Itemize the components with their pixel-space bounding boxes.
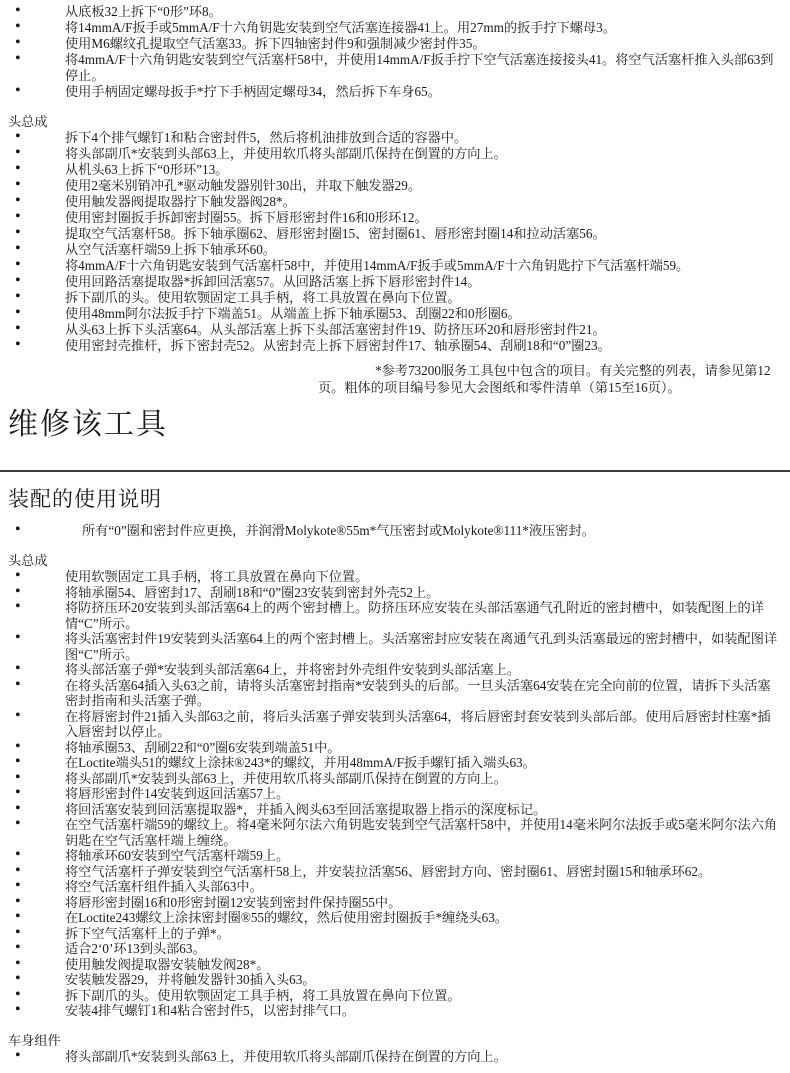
section-divider — [0, 470, 790, 472]
instruction-item: • 从底板32上拆下“0形”环8。 — [8, 4, 780, 20]
instruction-item: • 从头63上拆下头活塞64。从头部活塞上拆下头部活塞密封件19、防挤压环20和唇形密封件21。 — [8, 322, 780, 338]
instruction-item: • 拆下副爪的头。使用软颚固定工具手柄，将工具放置在鼻向下位置。 — [8, 988, 780, 1004]
instruction-item: • 提取空气活塞杆58。拆下轴承圈62、唇形密封圈15、密封圈61、唇形密封圈14和拉动活塞56。 — [8, 226, 780, 242]
instruction-item: • 适合2‘0’环13到头部63。 — [8, 941, 780, 957]
disassembly-intro-list — [8, 4, 780, 100]
instruction-item: • 在Loctite端头51的螺纹上涂抹®243*的螺纹，并用48mmA/F扳手螺钉插入端头63。 — [8, 755, 780, 771]
instruction-item: • 在Loctite243螺纹上涂抹密封圈®55的螺纹，然后使用密封圈扳手*缠绕头63。 — [8, 910, 780, 926]
instruction-item: • 将空气活塞杆子弹安装到空气活塞杆58上，并安装拉活塞56、唇密封方向、密封圈61、唇密封圈15和轴承环62。 — [8, 864, 780, 880]
instruction-item: • 将回活塞安装到回活塞提取器*，并插入阀头63至回活塞提取器上指示的深度标记。 — [8, 802, 780, 818]
instruction-item: • 将头部副爪*安装到头部63上，并使用软爪将头部副爪保持在倒置的方向上。 — [8, 1049, 780, 1065]
instruction-item: • 将4mmA/F十六角钥匙安装到空气活塞杆58中，并使用14mmA/F扳手拧下空气活塞连接接头41。将空气活塞杆推入头部63到停止。 — [8, 52, 780, 84]
instruction-item: • 拆下副爪的头。使用软颚固定工具手柄，将工具放置在鼻向下位置。 — [8, 290, 780, 306]
instruction-item: • 使用M6螺纹孔提取空气活塞33。拆下四轴密封件9和强制减少密封件35。 — [8, 36, 780, 52]
head-disassembly-list — [8, 130, 780, 354]
instruction-item: • 从空气活塞杆端59上拆下轴承环60。 — [8, 242, 780, 258]
instruction-item: • 拆下4个排气螺钉1和粘合密封件5，然后将机油排放到合适的容器中。 — [8, 130, 780, 146]
instruction-item: • 在将头活塞64插入头63之前，请将头活塞密封指南*安装到头的后部。一旦头活塞64安装在完全向前的位置，请拆下头活塞密封指南和头活塞子弹。 — [8, 678, 780, 709]
instruction-item: • 安装4排气螺钉1和4粘合密封件5，以密封排气口。 — [8, 1003, 780, 1019]
instruction-item: • 将头活塞密封件19安装到头活塞64上的两个密封槽上。头活塞密封应安装在离通气孔到头活塞最远的密封槽中，如装配图详图“C”所示。 — [8, 631, 780, 662]
instruction-item: • 在空气活塞杆端59的螺纹上。将4毫米阿尔法六角钥匙安装到空气活塞杆58中，并使用14毫米阿尔法扳手或5毫米阿尔法六角钥匙在空气活塞杆端上缠绕。 — [8, 817, 780, 848]
instruction-item: • 将唇形密封圈16和0形密封圈12安装到密封件保持圈55中。 — [8, 895, 780, 911]
instruction-item: • 将空气活塞杆组件插入头部63中。 — [8, 879, 780, 895]
instruction-item: • 从机头63上拆下“0形环”13。 — [8, 162, 780, 178]
instruction-item: • 使用手柄固定螺母扳手*拧下手柄固定螺母34，然后拆下车身65。 — [8, 84, 780, 100]
instruction-item: • 将4mmA/F十六角钥匙安装到气活塞杆58中，并使用14mmA/F扳手或5mmA/F十六角钥匙拧下气活塞杆端59。 — [8, 258, 780, 274]
instruction-item: • 所有“0”圈和密封件应更换，并润滑Molykote®55m*气压密封或Molykote®111*液压密封。 — [8, 523, 780, 539]
instruction-item: • 使用回路活塞提取器*拆卸回活塞57。从回路活塞上拆下唇形密封件14。 — [8, 274, 780, 290]
instruction-item: • 将唇形密封件14安装到返回活塞57上。 — [8, 786, 780, 802]
assembly-general-list — [8, 523, 780, 539]
instruction-item: • 将轴承圈54、唇密封17、刮刷18和“0”圈23安装到密封外壳52上。 — [8, 585, 780, 601]
instruction-item: • 使用48mm阿尔法扳手拧下端盖51。从端盖上拆下轴承圈53、刮圈22和0形圈6。 — [8, 306, 780, 322]
instruction-item: • 使用触发阀提取器安装触发阀28*。 — [8, 957, 780, 973]
instruction-item: • 使用2毫米别销冲孔*驱动触发器别针30出，并取下触发器29。 — [8, 178, 780, 194]
section-label-head-assembly: 头总成 — [8, 114, 48, 129]
instruction-item: • 将头部副爪*安装到头部63上，并使用软爪将头部副爪保持在倒置的方向上。 — [8, 771, 780, 787]
instruction-item: • 将轴承环60安装到空气活塞杆端59上。 — [8, 848, 780, 864]
section-label-body-assembly: 车身组件 — [8, 1032, 61, 1048]
instruction-item: • 使用软颚固定工具手柄，将工具放置在鼻向下位置。 — [8, 569, 780, 585]
head-assembly-list — [8, 569, 780, 1019]
instruction-item: • 安装触发器29，并将触发器针30插入头63。 — [8, 972, 780, 988]
footnote: *参考73200服务工具包中包含的项目。有关完整的列表，请参见第12页。粗体的项目编号参见大会图纸和零件清单（第15至16页）。 — [318, 363, 771, 395]
instruction-item: • 使用触发器阀提取器拧下触发器阀28*。 — [8, 194, 780, 210]
instruction-item: • 将头部活塞子弹*安装到头部活塞64上，并将密封外壳组件安装到头部活塞上。 — [8, 662, 780, 678]
instruction-item: • 使用密封壳推杆，拆下密封壳52。从密封壳上拆下唇密封件17、轴承圈54、刮刷18和“0”圈23。 — [8, 338, 780, 354]
instruction-item: • 在将唇密封件21插入头部63之前，将后头活塞子弹安装到头活塞64，将后唇密封套安装到头部后部。使用后唇密封柱塞*插入唇密封以停止。 — [8, 709, 780, 740]
instruction-item: • 将14mmA/F扳手或5mmA/F十六角钥匙安装到空气活塞连接器41上。用27mm的扳手拧下螺母3。 — [8, 20, 780, 36]
instruction-item: • 将轴承圈53、刮刷22和“0”圈6安装到端盖51中。 — [8, 740, 780, 756]
instruction-item: • 拆下空气活塞杆上的子弹*。 — [8, 926, 780, 942]
assembly-instructions-heading: 装配的使用说明 — [8, 487, 162, 511]
body-assembly-list — [8, 1049, 780, 1065]
page-title: 维修该工具 — [8, 408, 168, 441]
instruction-item: • 将防挤压环20安装到头部活塞64上的两个密封槽上。防挤压环应安装在头部活塞通气孔附近的密封槽中，如装配图上的详情“C”所示。 — [8, 600, 780, 631]
section-label-head-assembly-2: 头总成 — [8, 553, 48, 568]
instruction-item: • 将头部副爪*安装到头部63上，并使用软爪将头部副爪保持在倒置的方向上。 — [8, 146, 780, 162]
instruction-item: • 使用密封圈扳手拆卸密封圈55。拆下唇形密封件16和0形环12。 — [8, 210, 780, 226]
